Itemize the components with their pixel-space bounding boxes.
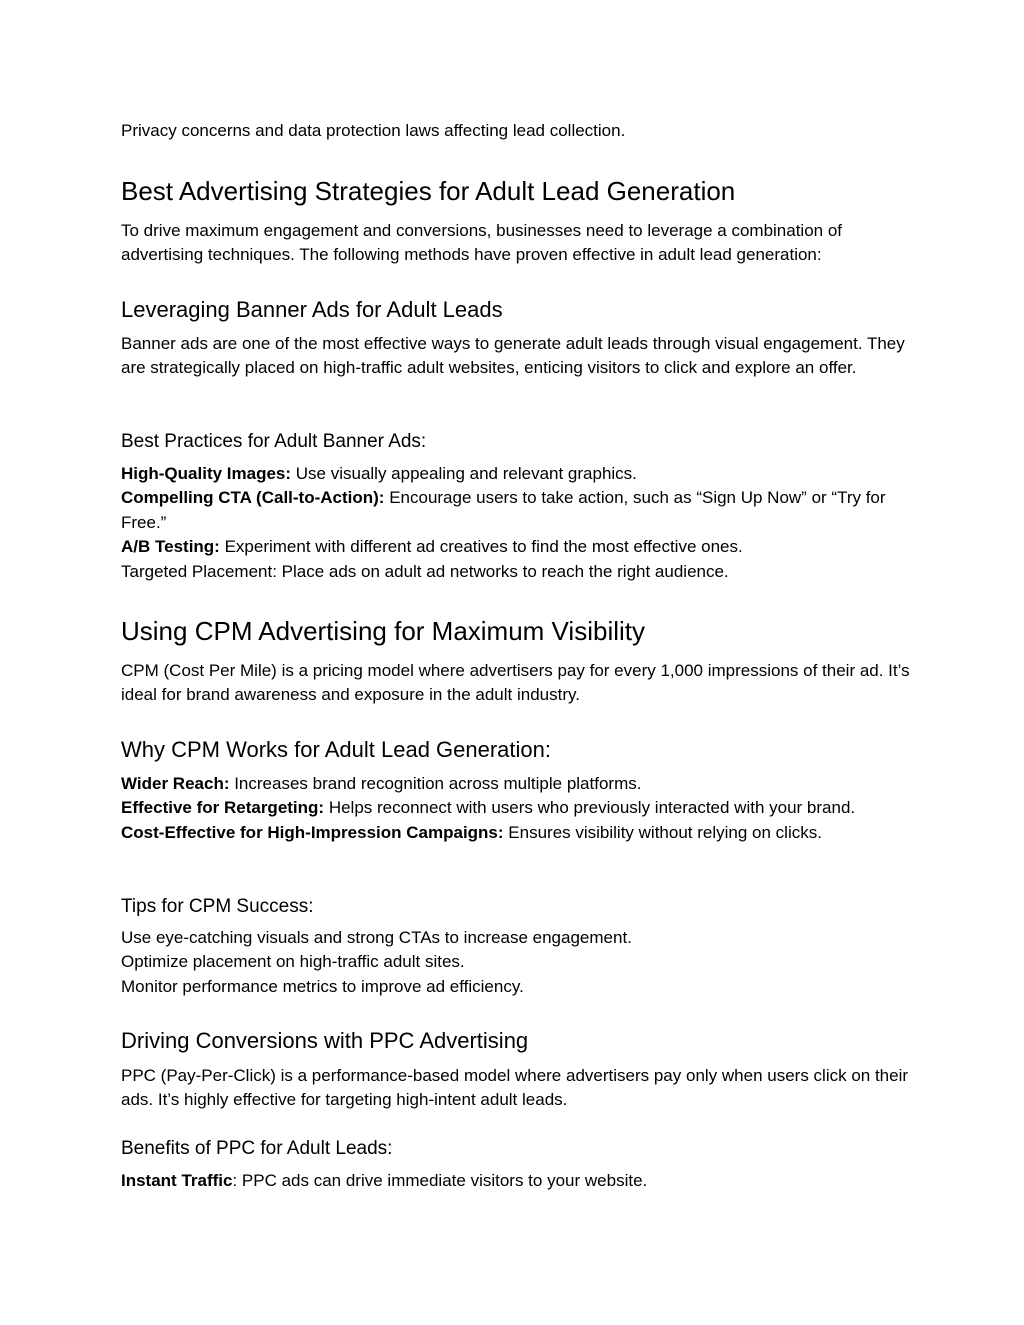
item-label: Compelling CTA (Call-to-Action): xyxy=(121,488,385,508)
item-text: Encourage users to take action, such as “Sign Up Now” or “Try for Free.” xyxy=(121,488,886,532)
list-item xyxy=(121,462,911,486)
banner-paragraph: Banner ads are one of the most effective ways to generate adult leads through visual engagement. They are strategically placed on high-traffic adult websites, enticing visitors to click and explore an offer. xyxy=(121,334,905,378)
cpm-heading: Using CPM Advertising for Maximum Visibility xyxy=(121,616,645,646)
item-label: Wider Reach: xyxy=(121,774,230,793)
item-label: Effective for Retargeting: xyxy=(121,798,325,818)
strategies-paragraph: To drive maximum engagement and conversions, businesses need to leverage a combination of advertising techniques. The following methods have proven effective in adult lead generation: xyxy=(121,221,843,265)
list-item xyxy=(121,772,911,796)
list-item: Monitor performance metrics to improve ad efficiency. xyxy=(121,976,524,996)
item-text: Targeted Placement: Place ads on adult ad networks to reach the right audience. xyxy=(121,561,729,581)
cpm-paragraph: CPM (Cost Per Mile) is a pricing model where advertisers pay for every 1,000 impressions of their ad. It’s ideal for brand awareness and exposure in the adult industry. xyxy=(121,661,910,705)
ppc-benefits-list xyxy=(121,1169,911,1193)
cpm-why-heading: Why CPM Works for Adult Lead Generation: xyxy=(121,737,551,762)
item-text: Use visually appealing and relevant graphics. xyxy=(291,464,637,483)
list-item: Optimize placement on high-traffic adult sites. xyxy=(121,952,465,972)
list-item: Use eye-catching visuals and strong CTAs to increase engagement. xyxy=(121,928,632,947)
cpm-tips-heading: Tips for CPM Success: xyxy=(121,896,314,917)
list-item xyxy=(121,535,911,559)
item-label: High-Quality Images: xyxy=(121,464,292,483)
list-item xyxy=(121,1169,911,1193)
item-text: : PPC ads can drive immediate visitors to your website. xyxy=(232,1171,648,1190)
banner-heading: Leveraging Banner Ads for Adult Leads xyxy=(121,297,503,322)
ppc-heading: Driving Conversions with PPC Advertising xyxy=(121,1028,529,1053)
item-text: Increases brand recognition across multiple platforms. xyxy=(229,774,642,793)
list-item xyxy=(121,486,911,535)
cpm-tips-list xyxy=(121,926,911,999)
list-item xyxy=(121,821,911,845)
list-item xyxy=(121,560,911,584)
cpm-why-list xyxy=(121,772,911,845)
intro-line: Privacy concerns and data protection laws affecting lead collection. xyxy=(121,121,626,140)
banner-best-practices-heading: Best Practices for Adult Banner Ads: xyxy=(121,431,427,452)
banner-best-practices-list xyxy=(121,462,911,584)
strategies-heading: Best Advertising Strategies for Adult Lead Generation xyxy=(121,176,736,206)
item-label: A/B Testing: xyxy=(121,537,220,557)
ppc-benefits-heading: Benefits of PPC for Adult Leads: xyxy=(121,1138,393,1159)
ppc-paragraph: PPC (Pay-Per-Click) is a performance-based model where advertisers pay only when users click on their ads. It’s highly effective for targeting high-intent adult leads. xyxy=(121,1066,909,1110)
item-label: Cost-Effective for High-Impression Campaigns: xyxy=(121,822,504,842)
item-text: Helps reconnect with users who previously interacted with your brand. xyxy=(324,798,856,818)
list-item xyxy=(121,796,911,820)
item-label: Instant Traffic xyxy=(121,1171,233,1190)
item-text: Experiment with different ad creatives to find the most effective ones. xyxy=(219,537,743,557)
item-text: Ensures visibility without relying on clicks. xyxy=(503,822,822,842)
